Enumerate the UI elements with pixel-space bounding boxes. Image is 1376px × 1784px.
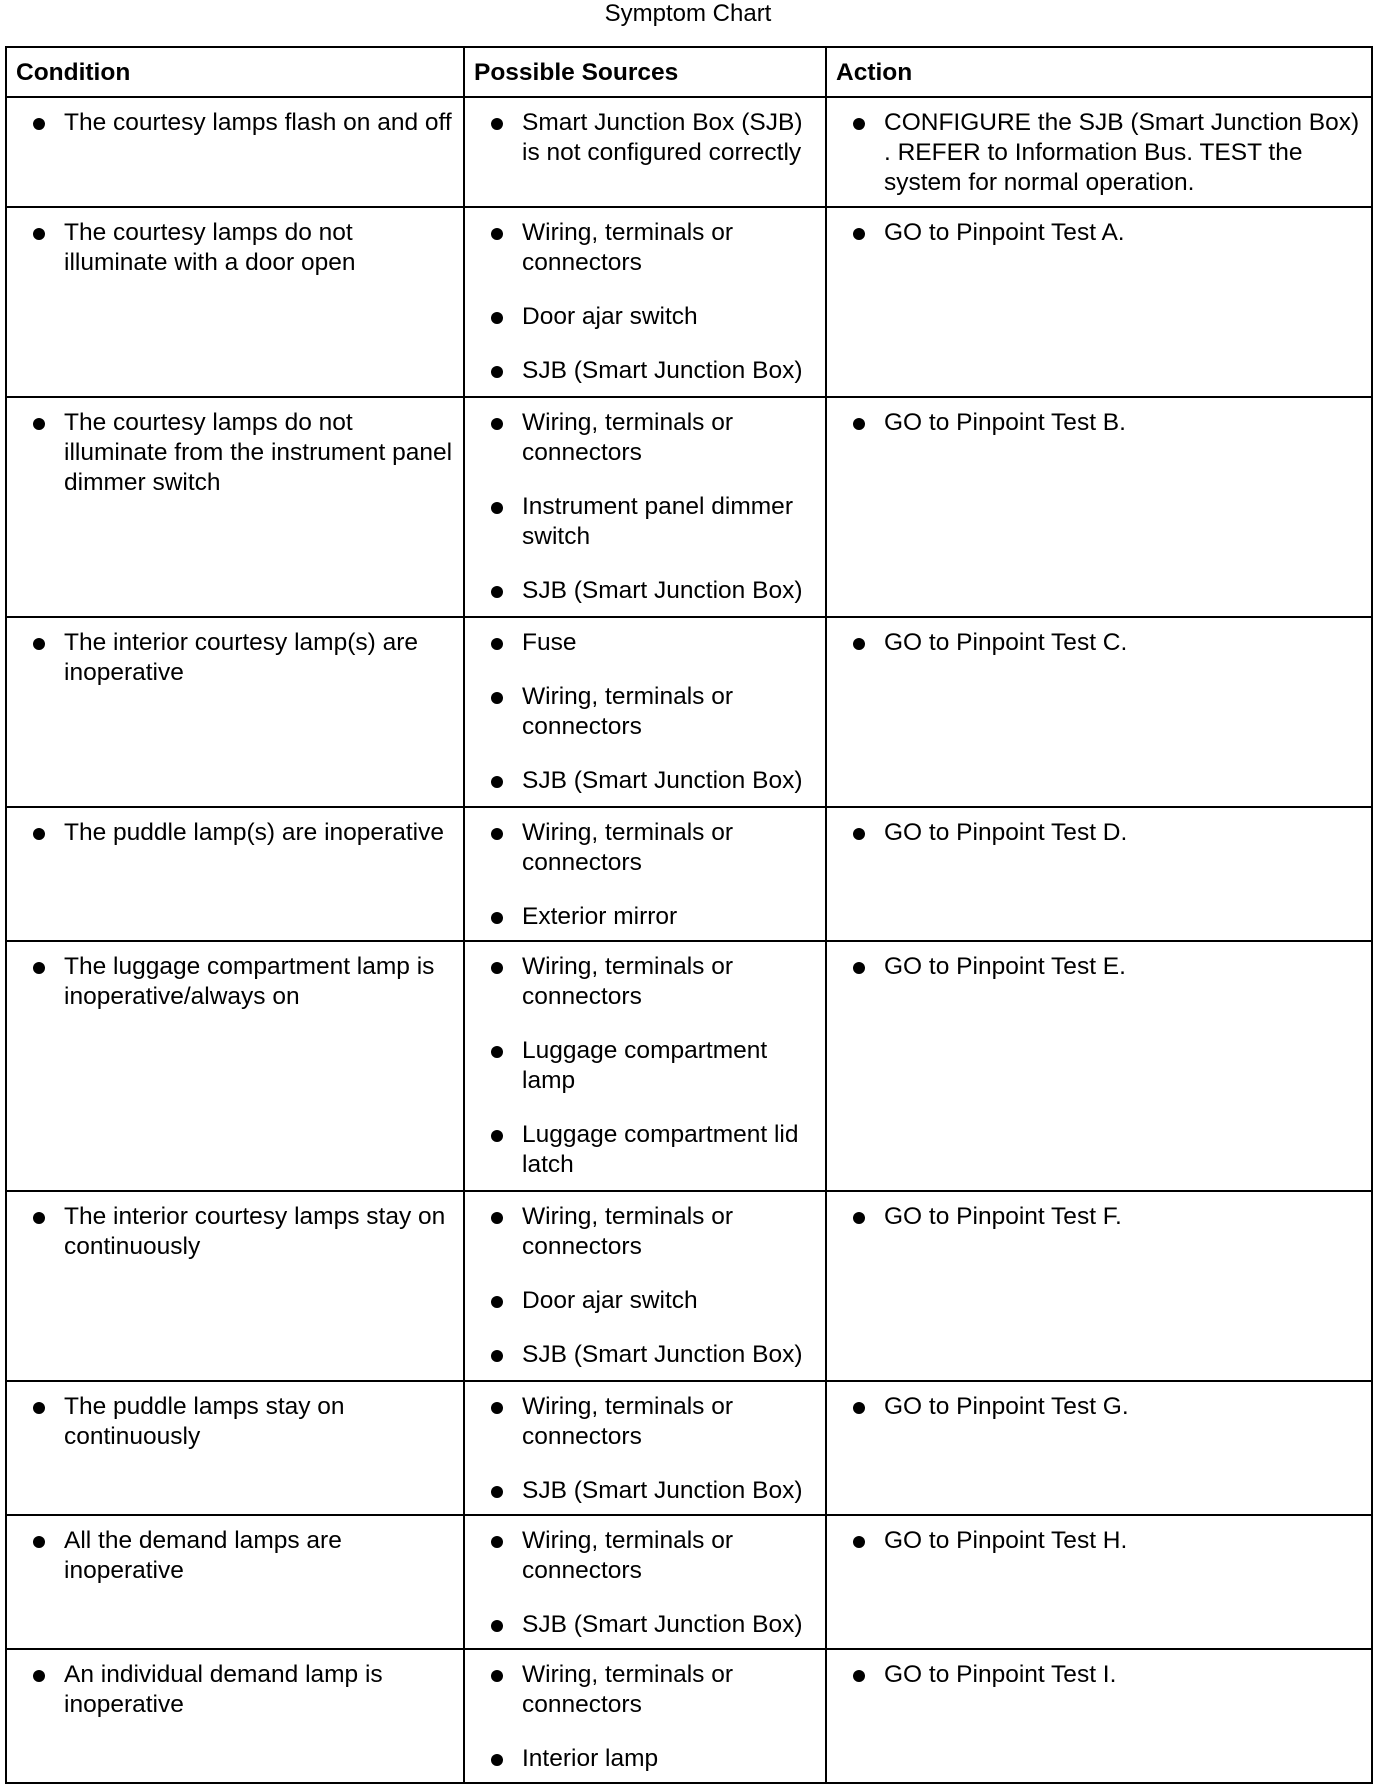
source-item <box>465 1340 825 1370</box>
condition-cell <box>6 617 464 807</box>
condition-cell <box>6 941 464 1191</box>
source-item-text: Wiring, terminals or connectors <box>522 1527 734 1584</box>
bullet-icon <box>491 692 503 704</box>
bullet-icon <box>491 962 503 974</box>
bullet-icon <box>33 1670 45 1682</box>
source-item-text: Fuse <box>522 629 577 656</box>
source-item <box>465 302 825 332</box>
table-row <box>6 1515 1372 1649</box>
possible-sources-cell <box>464 941 826 1191</box>
bullet-icon <box>491 502 503 514</box>
bullet-icon <box>491 1402 503 1414</box>
source-item-text: Wiring, terminals or connectors <box>522 953 734 1010</box>
bullet-icon <box>491 418 503 430</box>
condition-item-text: The puddle lamps stay on continuously <box>64 1393 345 1450</box>
condition-cell <box>6 397 464 617</box>
action-item <box>827 218 1371 248</box>
source-item <box>465 1036 825 1096</box>
bullet-icon <box>33 638 45 650</box>
table-row <box>6 1649 1372 1783</box>
action-item-text: GO to Pinpoint Test H. <box>884 1527 1128 1554</box>
action-item <box>827 1392 1371 1422</box>
source-item <box>465 408 825 468</box>
action-cell <box>826 1649 1372 1783</box>
action-item <box>827 408 1371 438</box>
bullet-icon <box>491 912 503 924</box>
source-item-text: Wiring, terminals or connectors <box>522 409 734 466</box>
bullet-icon <box>33 1212 45 1224</box>
condition-item-text: The courtesy lamps flash on and off <box>64 109 452 136</box>
condition-cell <box>6 97 464 207</box>
source-item-text: Wiring, terminals or connectors <box>522 1203 734 1260</box>
header-condition: Condition <box>6 47 464 97</box>
condition-item-text: The courtesy lamps do not illuminate with a door open <box>64 219 356 276</box>
possible-sources-cell <box>464 207 826 397</box>
condition-cell <box>6 207 464 397</box>
action-item <box>827 1660 1371 1690</box>
possible-sources-cell <box>464 807 826 941</box>
possible-sources-cell <box>464 397 826 617</box>
bullet-icon <box>33 228 45 240</box>
possible-sources-cell <box>464 1649 826 1783</box>
action-cell <box>826 97 1372 207</box>
action-cell <box>826 1191 1372 1381</box>
condition-item <box>7 1660 463 1720</box>
possible-sources-cell <box>464 617 826 807</box>
source-item-text: Wiring, terminals or connectors <box>522 219 734 276</box>
action-item-text: GO to Pinpoint Test D. <box>884 819 1128 846</box>
source-item-text: SJB (Smart Junction Box) <box>522 767 803 794</box>
condition-item <box>7 1526 463 1586</box>
source-item <box>465 1476 825 1506</box>
bullet-icon <box>491 1754 503 1766</box>
condition-item <box>7 108 463 138</box>
bullet-icon <box>33 962 45 974</box>
source-item <box>465 1526 825 1586</box>
action-item-text: GO to Pinpoint Test A. <box>884 219 1125 246</box>
bullet-icon <box>33 418 45 430</box>
possible-sources-cell <box>464 1515 826 1649</box>
bullet-icon <box>853 118 865 130</box>
bullet-icon <box>33 1402 45 1414</box>
source-item-text: Wiring, terminals or connectors <box>522 819 734 876</box>
bullet-icon <box>853 1670 865 1682</box>
source-item-text: Wiring, terminals or connectors <box>522 1393 734 1450</box>
bullet-icon <box>491 1046 503 1058</box>
condition-item-text: The interior courtesy lamps stay on continuously <box>64 1203 446 1260</box>
source-item <box>465 952 825 1012</box>
source-item-text: SJB (Smart Junction Box) <box>522 357 803 384</box>
source-item <box>465 1660 825 1720</box>
bullet-icon <box>853 1536 865 1548</box>
action-item-text: GO to Pinpoint Test E. <box>884 953 1126 980</box>
bullet-icon <box>491 1670 503 1682</box>
source-item-text: Door ajar switch <box>522 303 698 330</box>
source-item <box>465 766 825 796</box>
bullet-icon <box>853 418 865 430</box>
condition-item <box>7 1392 463 1452</box>
action-item-text: CONFIGURE the SJB (Smart Junction Box) . REFER to Information Bus. TEST the system for normal operation. <box>884 109 1360 196</box>
condition-item <box>7 628 463 688</box>
condition-item <box>7 818 463 848</box>
condition-item-text: All the demand lamps are inoperative <box>64 1527 342 1584</box>
bullet-icon <box>33 828 45 840</box>
source-item-text: Instrument panel dimmer switch <box>522 493 793 550</box>
bullet-icon <box>491 312 503 324</box>
source-item <box>465 108 825 168</box>
table-row <box>6 617 1372 807</box>
action-cell <box>826 941 1372 1191</box>
source-item <box>465 628 825 658</box>
action-item-text: GO to Pinpoint Test B. <box>884 409 1126 436</box>
source-item <box>465 576 825 606</box>
action-item <box>827 952 1371 982</box>
source-item <box>465 1744 825 1774</box>
action-item <box>827 1202 1371 1232</box>
source-item <box>465 682 825 742</box>
condition-item <box>7 408 463 498</box>
bullet-icon <box>853 638 865 650</box>
action-cell <box>826 1515 1372 1649</box>
condition-cell <box>6 807 464 941</box>
condition-cell <box>6 1191 464 1381</box>
table-body <box>6 97 1372 1783</box>
table-row <box>6 207 1372 397</box>
action-cell <box>826 617 1372 807</box>
action-item <box>827 1526 1371 1556</box>
bullet-icon <box>491 776 503 788</box>
condition-item <box>7 952 463 1012</box>
condition-item-text: The luggage compartment lamp is inoperative/always on <box>64 953 435 1010</box>
source-item-text: Wiring, terminals or connectors <box>522 1661 734 1718</box>
source-item <box>465 1120 825 1180</box>
action-item-text: GO to Pinpoint Test G. <box>884 1393 1129 1420</box>
bullet-icon <box>853 228 865 240</box>
table-row <box>6 1381 1372 1515</box>
source-item <box>465 1610 825 1640</box>
header-action: Action <box>826 47 1372 97</box>
condition-cell <box>6 1381 464 1515</box>
bullet-icon <box>491 1350 503 1362</box>
action-cell <box>826 807 1372 941</box>
condition-item-text: The courtesy lamps do not illuminate from the instrument panel dimmer switch <box>64 409 453 496</box>
bullet-icon <box>491 1486 503 1498</box>
source-item <box>465 356 825 386</box>
source-item-text: Door ajar switch <box>522 1287 698 1314</box>
source-item-text: SJB (Smart Junction Box) <box>522 1477 803 1504</box>
bullet-icon <box>853 962 865 974</box>
bullet-icon <box>853 1212 865 1224</box>
condition-item-text: The interior courtesy lamp(s) are inoperative <box>64 629 419 686</box>
source-item-text: Wiring, terminals or connectors <box>522 683 734 740</box>
bullet-icon <box>491 638 503 650</box>
bullet-icon <box>853 1402 865 1414</box>
bullet-icon <box>491 828 503 840</box>
bullet-icon <box>491 1536 503 1548</box>
action-item-text: GO to Pinpoint Test F. <box>884 1203 1122 1230</box>
source-item-text: Luggage compartment lid latch <box>522 1121 799 1178</box>
action-cell <box>826 1381 1372 1515</box>
source-item <box>465 218 825 278</box>
table-row <box>6 807 1372 941</box>
possible-sources-cell <box>464 97 826 207</box>
source-item <box>465 902 825 932</box>
bullet-icon <box>491 366 503 378</box>
symptom-chart-table <box>5 46 1373 1784</box>
header-row <box>6 47 1372 97</box>
condition-cell <box>6 1649 464 1783</box>
condition-cell <box>6 1515 464 1649</box>
bullet-icon <box>491 228 503 240</box>
source-item-text: SJB (Smart Junction Box) <box>522 1341 803 1368</box>
action-item <box>827 628 1371 658</box>
source-item <box>465 1392 825 1452</box>
source-item <box>465 1286 825 1316</box>
bullet-icon <box>491 586 503 598</box>
bullet-icon <box>491 1130 503 1142</box>
table-row <box>6 97 1372 207</box>
source-item-text: SJB (Smart Junction Box) <box>522 577 803 604</box>
source-item-text: SJB (Smart Junction Box) <box>522 1611 803 1638</box>
table-row <box>6 397 1372 617</box>
header-possible-sources: Possible Sources <box>464 47 826 97</box>
bullet-icon <box>491 1620 503 1632</box>
source-item-text: Smart Junction Box (SJB) is not configured correctly <box>522 109 803 166</box>
page-title: Symptom Chart <box>604 0 772 27</box>
action-cell <box>826 207 1372 397</box>
bullet-icon <box>33 118 45 130</box>
action-item-text: GO to Pinpoint Test I. <box>884 1661 1117 1688</box>
source-item <box>465 492 825 552</box>
source-item <box>465 1202 825 1262</box>
source-item-text: Exterior mirror <box>522 903 678 930</box>
bullet-icon <box>853 828 865 840</box>
condition-item-text: The puddle lamp(s) are inoperative <box>64 819 444 846</box>
action-item-text: GO to Pinpoint Test C. <box>884 629 1128 656</box>
table-row <box>6 1191 1372 1381</box>
possible-sources-cell <box>464 1191 826 1381</box>
action-item <box>827 818 1371 848</box>
condition-item <box>7 1202 463 1262</box>
source-item-text: Interior lamp <box>522 1745 659 1772</box>
action-item <box>827 108 1371 198</box>
condition-item <box>7 218 463 278</box>
bullet-icon <box>491 1212 503 1224</box>
source-item-text: Luggage compartment lamp <box>522 1037 768 1094</box>
possible-sources-cell <box>464 1381 826 1515</box>
bullet-icon <box>491 118 503 130</box>
table-row <box>6 941 1372 1191</box>
condition-item-text: An individual demand lamp is inoperative <box>64 1661 383 1718</box>
action-cell <box>826 397 1372 617</box>
source-item <box>465 818 825 878</box>
bullet-icon <box>491 1296 503 1308</box>
bullet-icon <box>33 1536 45 1548</box>
